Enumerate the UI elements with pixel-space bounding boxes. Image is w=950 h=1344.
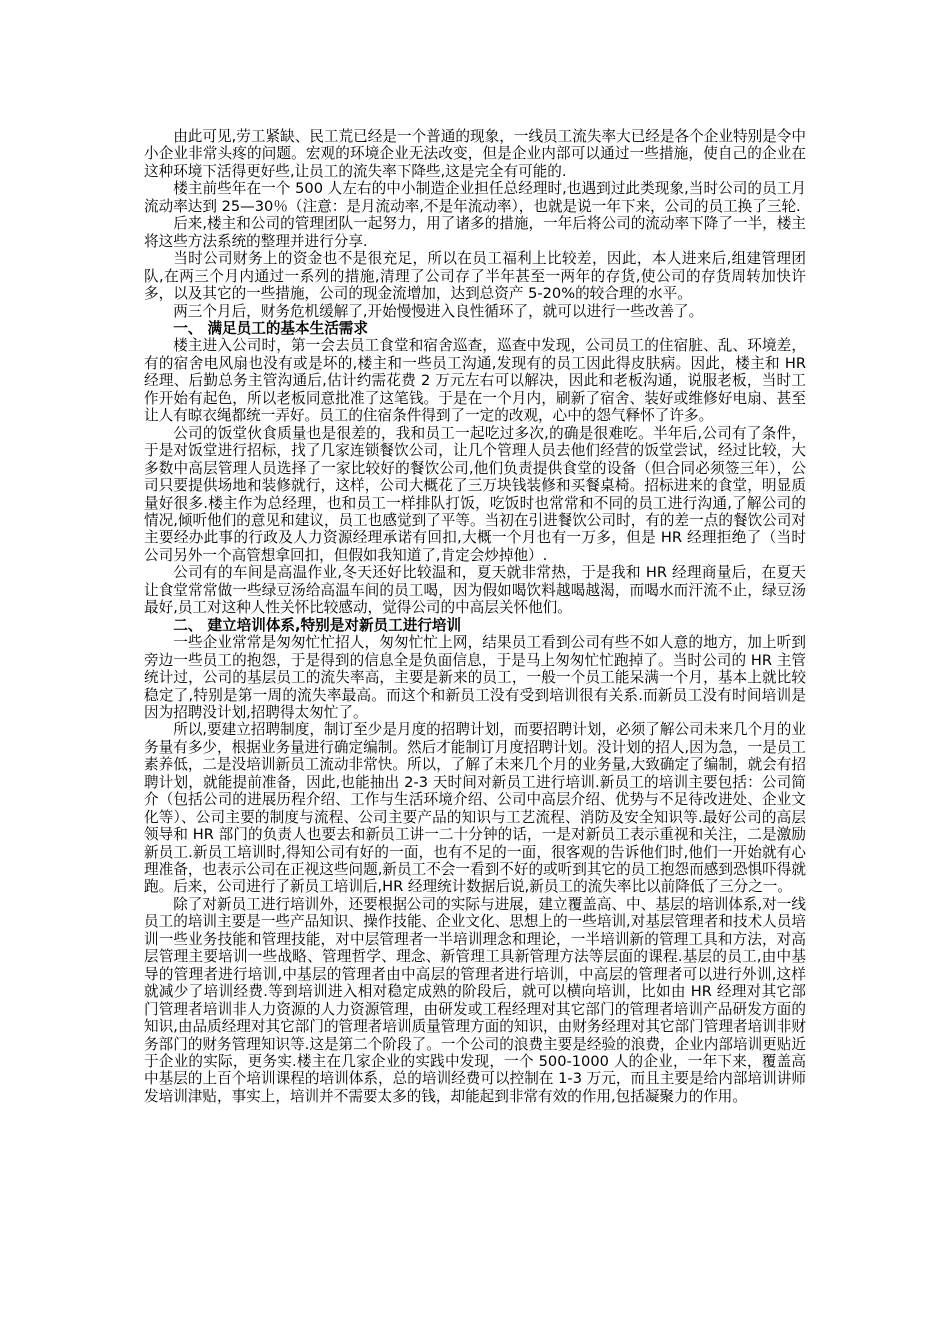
section-2-paragraph-1: 一些企业常常是匆匆忙忙招人，匆匆忙忙上网，结果员工看到公司有些不如人意的地方，加上听到旁边一些员工的抱怨，于是得到的信息全是负面信息，于是马上匆匆忙忙跑掉了。当时公司的 HR 主管统计过，公司的基层员工的流失率高，主要是新来的员工，一般一个员工能呆满一个月，基本上就比较稳定了,特别是第一周的流失率最高。而这个和新员工没有受到培训很有关系.而新员工没有时间培训是因为招聘没计划,招聘得太匆忙了。 <box>144 634 806 721</box>
section-1-paragraph-3: 公司有的车间是高温作业,冬天还好比较温和，夏天就非常热，于是我和 HR 经理商量后，在夏天让食堂常常做一些绿豆汤给高温车间的员工喝，因为假如喝饮料越喝越渴，而喝水而汗流不止，绿豆汤最好,员工对这种人性关怀比较感动，觉得公司的中高层关怀他们。 <box>144 564 806 617</box>
intro-paragraph-4: 当时公司财务上的资金也不是很充足，所以在员工福利上比较差，因此，本人进来后,组建管理团队,在两三个月内通过一系列的措施,清理了公司存了半年甚至一两年的存货,使公司的存货周转加快许多，以及其它的一些措施，公司的现金流增加，达到总资产 5-20%的较合理的水平。 <box>144 250 806 303</box>
section-1-heading: 一、 满足员工的基本生活需求 <box>173 319 368 337</box>
section-2-paragraph-2: 所以,要建立招聘制度，制订至少是月度的招聘计划，而要招聘计划，必须了解公司未来几个月的业务量有多少，根据业务量进行确定编制。然后才能制订月度招聘计划。没计划的招人,因为急，一是员工素养低，二是没培训新员工流动非常快。所以，了解了未来几个月的业务量,大致确定了编制，就会有招聘计划，就能提前准备，因此,也能抽出 2-3 天时间对新员工进行培训.新员工的培训主要包括：公司简介（包括公司的进展历程介绍、工作与生活环境介绍、公司中高层介绍、优势与不足待改进处、企业文化等）、公司主要的制度与流程、公司主要产品的知识与工艺流程、消防及安全知识等.最好公司的高层领导和 HR 部门的负责人也要去和新员工讲一二十分钟的话，一是对新员工表示重视和关注，二是激励新员工.新员工培训时,得知公司有好的一面，也有不足的一面，很客观的告诉他们时,他们一开始就有心理准备，也表示公司在正视这些问题,新员工不会一看到不好的或听到其它的员工抱怨而感到恐惧吓得就跑。后来，公司进行了新员工培训后,HR 经理统计数据后说,新员工的流失率比以前降低了三分之一。 <box>144 721 806 896</box>
section-2-paragraph-3: 除了对新员工进行培训外，还要根据公司的实际与进展，建立覆盖高、中、基层的培训体系,对一线员工的培训主要是一些产品知识、操作技能、企业文化、思想上的一些培训,对基层管理者和技术人员培训一些业务技能和管理技能，对中层管理者一半培训理念和理论，一半培训新的管理工具和方法，对高层管理主要培训一些战略、管理哲学、理念、新管理工具新管理方法等层面的课程.基层的员工,由中基导的管理者进行培训,中基层的管理者由中高层的管理者进行培训，中高层的管理者可以进行外训,这样就减少了培训经费.等到培训进入相对稳定成熟的阶段后，就可以横向培训，比如由 HR 经理对其它部门管理者培训非人力资源的人力资源管理，由研发或工程经理对其它部门的管理者培训产品研发方面的知识,由品质经理对其它部门的管理者培训质量管理方面的知识，由财务经理对其它部门管理者培训非财务部门的财务管理知识等.这是第二个阶段了。一个公司的浪费主要是经验的浪费，企业内部培训更贴近于企业的实际，更务实.楼主在几家企业的实践中发现，一个 500-1000 人的企业，一年下来，覆盖高中基层的上百个培训课程的培训体系，总的培训经费可以控制在 1-3 万元，而且主要是给内部培训讲师发培训津贴，事实上，培训并不需要太多的钱，却能起到非常有效的作用,包括凝聚力的作用。 <box>144 895 806 1105</box>
intro-paragraph-5: 两三个月后，财务危机缓解了,开始慢慢进入良性循环了，就可以进行一些改善了。 <box>173 302 704 320</box>
section-2-heading: 二、 建立培训体系,特别是对新员工进行培训 <box>173 616 462 634</box>
document-body <box>144 128 806 1105</box>
intro-paragraph-3: 后来,楼主和公司的管理团队一起努力，用了诸多的措施，一年后将公司的流动率下降了一半，楼主将这些方法系统的整理并进行分享. <box>144 215 806 250</box>
intro-paragraph-2: 楼主前些年在一个 500 人左右的中小制造企业担任总经理时,也遇到过此类现象,当时公司的员工月流动率达到 25—30％（注意：是月流动率,不是年流动率），也就是说一年下来，公司的员工换了三轮. <box>144 180 806 215</box>
intro-paragraph-1: 由此可见,劳工紧缺、民工荒已经是一个普通的现象，一线员工流失率大已经是各个企业特别是令中小企业非常头疼的问题。宏观的环境企业无法改变，但是企业内部可以通过一些措施，使自己的企业在这种环境下活得更好些,让员工的流失率下降些,这是完全有可能的. <box>144 128 806 180</box>
section-1-paragraph-2: 公司的饭堂伙食质量也是很差的，我和员工一起吃过多次,的确是很难吃。半年后,公司有了条件，于是对饭堂进行招标，找了几家连锁餐饮公司，让几个管理人员去他们经营的饭堂尝试，经过比较，大多数中高层管理人员选择了一家比较好的餐饮公司,他们负责提供食堂的设备（但合同必须签三年），公司只要提供场地和装修就行，这样，公司大概花了三万块钱装修和买餐桌椅。招标进来的食堂，明显质量好很多.楼主作为总经理，也和员工一样排队打饭，吃饭时也常常和不同的员工进行沟通,了解公司的情况,倾听他们的意见和建议，员工也感觉到了平等。当初在引进餐饮公司时，有的差一点的餐饮公司对主要经办此事的行政及人力资源经理承诺有回扣,大概一个月也有一万多，但是 HR 经理拒绝了（当时公司另外一个高管想拿回扣，但假如我知道了,肯定会炒掉他）. <box>144 424 806 564</box>
section-1-paragraph-1: 楼主进入公司时，第一会去员工食堂和宿舍巡查，巡查中发现，公司员工的住宿脏、乱、环境差，有的宿舍电风扇也没有或是坏的,楼主和一些员工沟通,发现有的员工因此得皮肤病。因此，楼主和 HR 经理、后勤总务主管沟通后,估计约需花费 2 万元左右可以解决，因此和老板沟通，说服老板，当时工作开始有起色，所以老板同意批准了这笔钱。于是在一个月内，刷新了宿舍、装好或维修好电扇、甚至让人有晾衣绳都统一弄好。员工的住宿条件得到了一定的改观，心中的怨气释怀了许多。 <box>144 337 806 425</box>
